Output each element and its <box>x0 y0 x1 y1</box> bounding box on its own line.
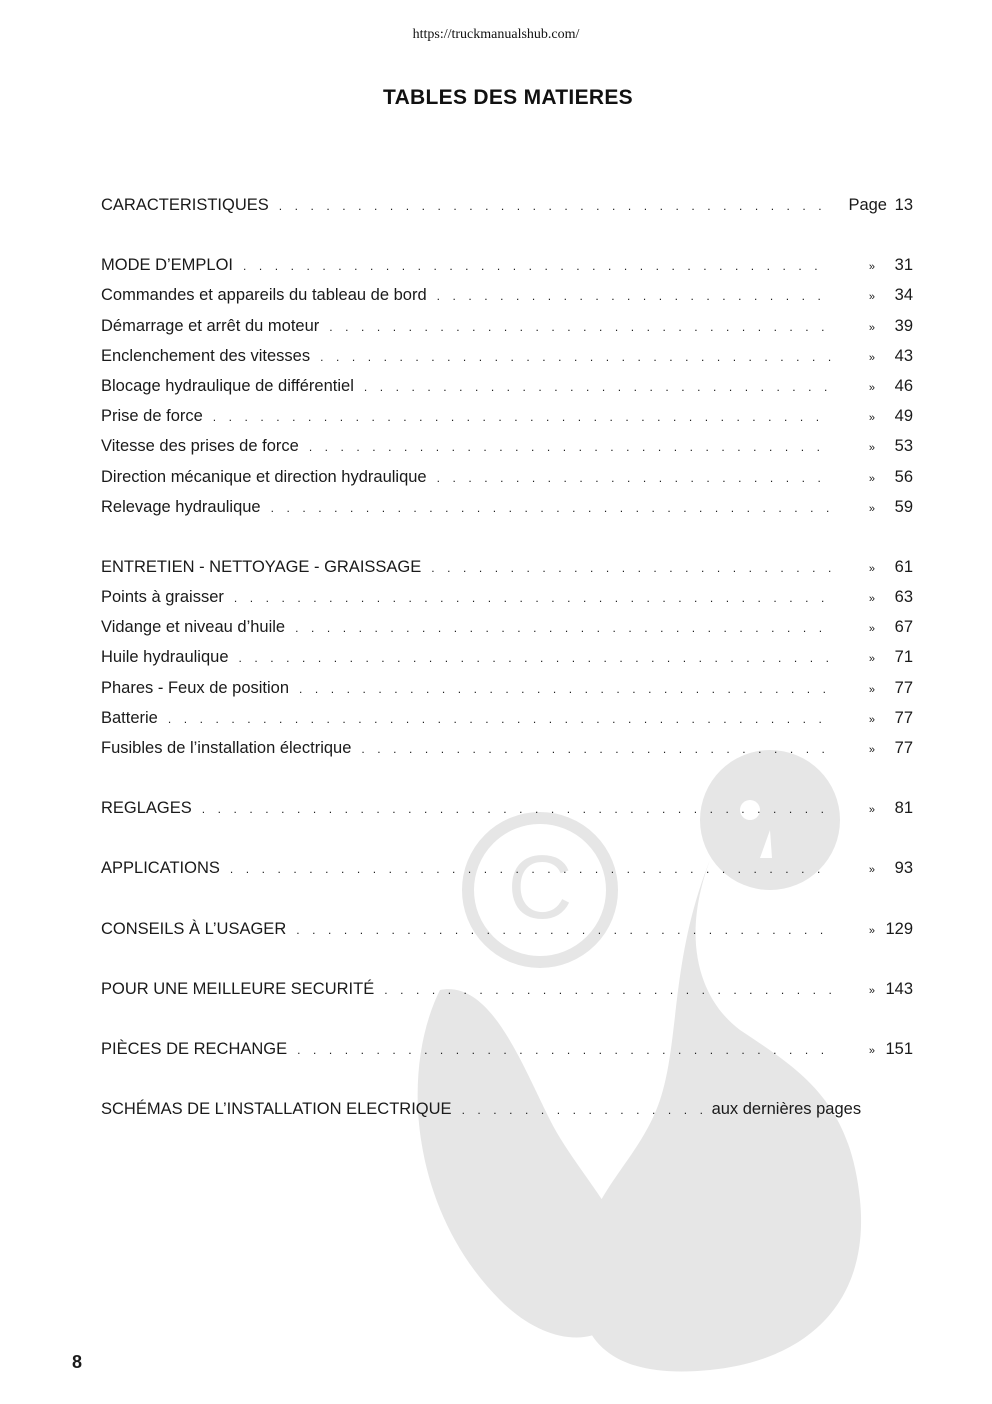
toc-entry-marker: » <box>868 412 875 425</box>
toc-entry-label: Prise de force <box>101 407 203 426</box>
toc-entry[interactable] <box>101 648 913 678</box>
toc-entry[interactable] <box>101 317 913 347</box>
toc-entry[interactable] <box>101 1040 913 1070</box>
toc-entry[interactable] <box>101 256 913 286</box>
page-number: 8 <box>72 1352 83 1372</box>
toc-entry-marker: » <box>868 321 875 334</box>
toc-entry-label: Commandes et appareils du tableau de bord <box>101 286 427 305</box>
toc-entry[interactable] <box>101 498 913 528</box>
toc-entry-page: 151 <box>885 1039 913 1058</box>
toc-entry[interactable] <box>101 1100 913 1130</box>
dot-leader <box>279 199 829 213</box>
toc-entry-marker: » <box>868 381 875 394</box>
toc-entry-marker: » <box>868 924 875 937</box>
toc-entry-page: 39 <box>894 316 913 335</box>
page-title: TABLES DES MATIERES <box>383 86 633 109</box>
dot-leader <box>384 983 831 997</box>
dot-leader <box>437 471 831 485</box>
dot-leader <box>297 1043 831 1057</box>
toc-entry-page: 77 <box>894 708 913 727</box>
toc-entry-page: 53 <box>894 437 913 456</box>
dot-leader <box>361 742 831 756</box>
toc-entry-label: Vitesse des prises de force <box>101 437 299 456</box>
toc-entry[interactable] <box>101 679 913 709</box>
toc-entry-marker: » <box>868 593 875 606</box>
toc-entry-marker: » <box>868 291 875 304</box>
toc-entry-page: 31 <box>894 256 913 275</box>
toc-entry-page: 43 <box>894 346 913 365</box>
toc-entry-page: 143 <box>885 979 913 998</box>
toc-entry-label: POUR UNE MEILLEURE SECURITÉ <box>101 979 375 998</box>
dot-leader <box>271 501 831 515</box>
toc-entry-page: 34 <box>894 286 913 305</box>
toc-entry-marker: » <box>868 653 875 666</box>
toc-entry-page: 129 <box>885 919 913 938</box>
toc-entry-marker: » <box>868 804 875 817</box>
dot-leader <box>431 561 831 575</box>
toc-entry-label: PIÈCES DE RECHANGE <box>101 1039 288 1058</box>
dot-leader <box>437 289 831 303</box>
dot-leader <box>296 923 831 937</box>
toc-entry-page: 59 <box>894 497 913 516</box>
toc-entry[interactable] <box>101 286 913 316</box>
dot-leader <box>462 1103 702 1117</box>
toc-entry-label: Blocage hydraulique de différentiel <box>101 376 354 395</box>
toc-entry-label: ENTRETIEN - NETTOYAGE - GRAISSAGE <box>101 557 422 576</box>
table-of-contents <box>101 196 913 1130</box>
toc-entry-label: Huile hydraulique <box>101 648 229 667</box>
dot-leader <box>239 651 832 665</box>
toc-entry[interactable] <box>101 196 913 226</box>
toc-entry-marker: » <box>868 984 875 997</box>
toc-entry-marker: » <box>868 502 875 515</box>
dot-leader <box>243 259 831 273</box>
toc-entry-label: Démarrage et arrêt du moteur <box>101 316 320 335</box>
toc-entry-label: Batterie <box>101 708 158 727</box>
dot-leader <box>202 802 831 816</box>
toc-entry-label: APPLICATIONS <box>101 859 220 878</box>
toc-entry-page: 93 <box>894 859 913 878</box>
toc-entry[interactable] <box>101 468 913 498</box>
toc-entry-page: aux dernières pages <box>711 1100 862 1119</box>
toc-entry-marker: » <box>868 1044 875 1057</box>
toc-entry[interactable] <box>101 920 913 950</box>
toc-entry-label: SCHÉMAS DE L’INSTALLATION ELECTRIQUE <box>101 1100 452 1119</box>
toc-entry-marker: » <box>868 472 875 485</box>
toc-entry-label: Phares - Feux de position <box>101 678 290 697</box>
toc-entry[interactable] <box>101 407 913 437</box>
toc-entry[interactable] <box>101 347 913 377</box>
dot-leader <box>299 682 831 696</box>
toc-entry-marker: » <box>868 744 875 756</box>
toc-entry-marker: » <box>868 683 875 696</box>
dot-leader <box>309 440 831 454</box>
toc-entry[interactable] <box>101 618 913 648</box>
toc-entry-label: Points à graisser <box>101 588 224 607</box>
toc-entry-page: 46 <box>894 376 913 395</box>
dot-leader <box>364 380 831 394</box>
toc-entry-page: 56 <box>894 467 913 486</box>
toc-entry[interactable] <box>101 437 913 467</box>
svg-text:C: C <box>507 838 573 938</box>
toc-entry[interactable] <box>101 377 913 407</box>
toc-entry-marker: » <box>868 562 875 575</box>
toc-entry-page: 71 <box>894 648 913 667</box>
toc-entry[interactable] <box>101 709 913 739</box>
toc-entry-page: 13 <box>894 196 913 214</box>
toc-entry-label: Enclenchement des vitesses <box>101 346 311 365</box>
toc-entry-label: CONSEILS À L’USAGER <box>101 919 287 938</box>
toc-entry-marker: » <box>868 351 875 364</box>
toc-entry[interactable] <box>101 558 913 588</box>
toc-entry-page: 67 <box>894 618 913 637</box>
dot-leader <box>329 320 831 334</box>
source-url[interactable]: https://truckmanualshub.com/ <box>412 27 580 42</box>
toc-entry[interactable] <box>101 588 913 618</box>
dot-leader <box>295 621 831 635</box>
toc-entry-label: MODE D’EMPLOI <box>101 256 234 275</box>
toc-entry[interactable] <box>101 980 913 1010</box>
dot-leader <box>234 591 831 605</box>
toc-entry-page: 81 <box>894 799 913 818</box>
toc-entry-marker: » <box>868 864 875 877</box>
toc-entry-marker: Page <box>848 196 887 214</box>
toc-entry-page: 63 <box>894 588 913 607</box>
toc-entry-page: 77 <box>894 678 913 697</box>
toc-entry-label: Direction mécanique et direction hydraulique <box>101 467 427 486</box>
toc-entry-label: Fusibles de l’installation électrique <box>101 739 352 757</box>
toc-entry-label: REGLAGES <box>101 799 192 818</box>
toc-entry[interactable] <box>101 739 913 769</box>
toc-entry[interactable] <box>101 859 913 889</box>
dot-leader <box>320 350 831 364</box>
toc-entry-marker: » <box>868 713 875 726</box>
toc-entry-page: 77 <box>894 739 913 757</box>
dot-leader <box>168 712 831 726</box>
toc-entry-page: 49 <box>894 407 913 426</box>
dot-leader <box>230 862 831 876</box>
toc-entry-page: 61 <box>894 557 913 576</box>
toc-entry[interactable] <box>101 799 913 829</box>
toc-entry-label: CARACTERISTIQUES <box>101 196 269 214</box>
toc-entry-label: Vidange et niveau d’huile <box>101 618 286 637</box>
toc-entry-marker: » <box>868 442 875 455</box>
toc-entry-label: Relevage hydraulique <box>101 497 261 516</box>
toc-entry-marker: » <box>868 261 875 274</box>
dot-leader <box>213 410 831 424</box>
toc-entry-marker: » <box>868 623 875 636</box>
